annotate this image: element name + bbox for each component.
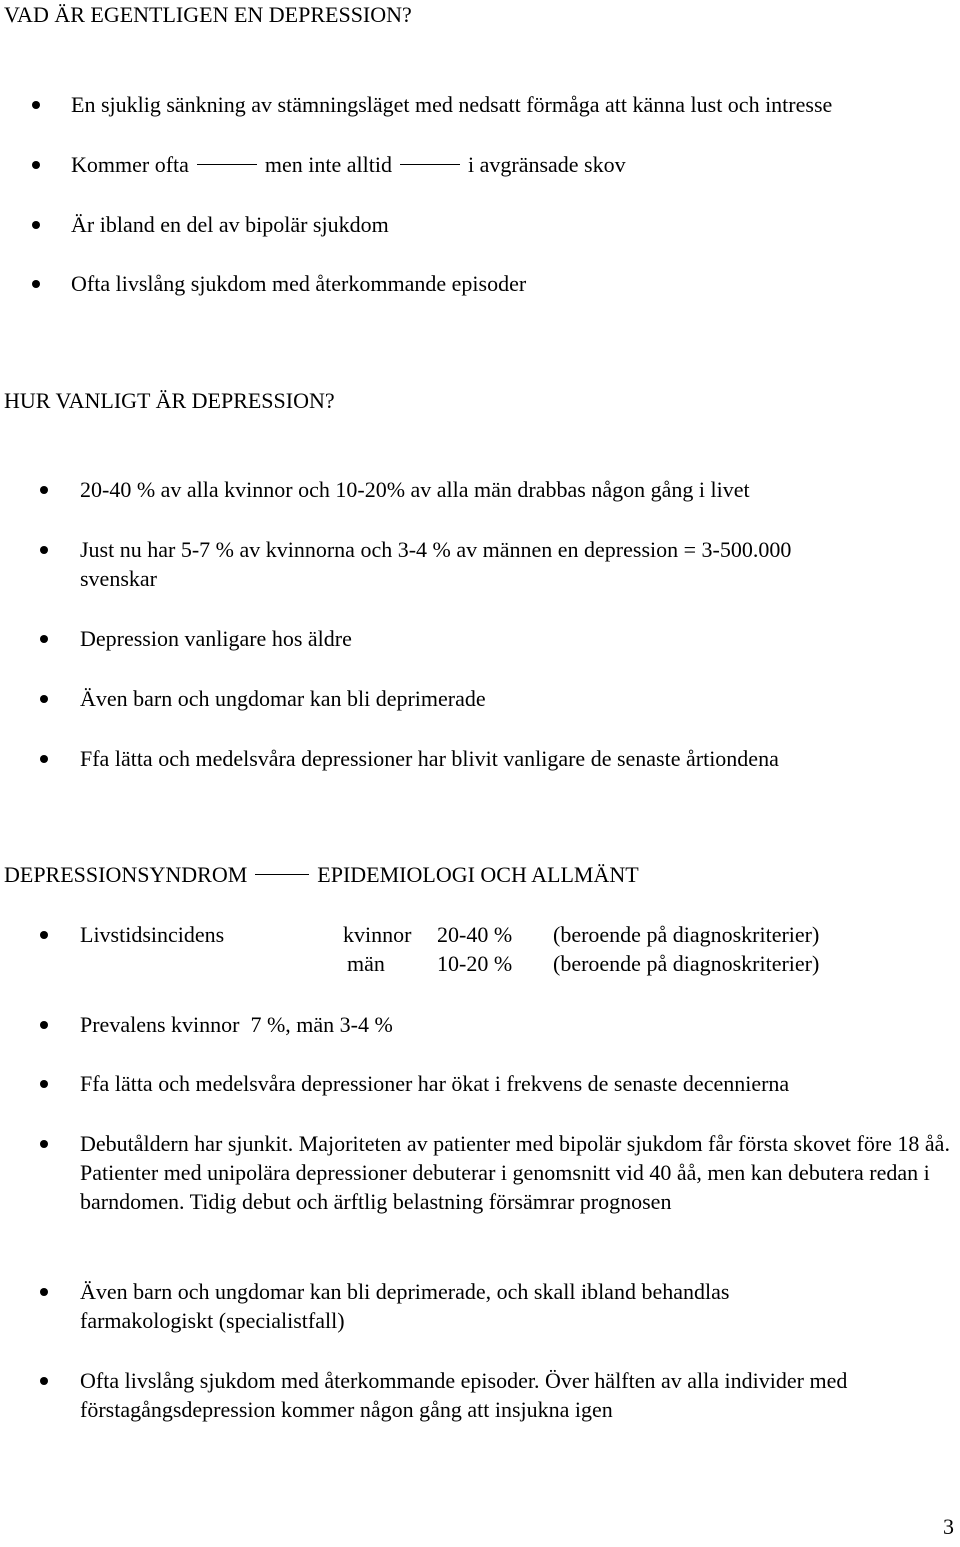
heading-how-common: HUR VANLIGT ÄR DEPRESSION? [4, 388, 335, 413]
em-dash-icon [400, 164, 460, 165]
incidence-group: män [347, 951, 385, 976]
text-part: Kommer ofta [71, 152, 189, 177]
em-dash-icon [255, 874, 309, 875]
bullet-icon [40, 695, 48, 703]
bullet-icon [40, 1288, 48, 1296]
list-item-text: Ffa lätta och medelsvåra depressioner har ökat i frekvens de senaste decennierna [80, 1071, 790, 1096]
list-item-text: Även barn och ungdomar kan bli deprimerade [80, 686, 486, 711]
heading-what-is-depression: VAD ÄR EGENTLIGEN EN DEPRESSION? [4, 2, 412, 27]
heading-part: DEPRESSIONSYNDROM [4, 862, 248, 887]
list-item-text: Depression vanligare hos äldre [80, 626, 352, 651]
list-item-text: Debutåldern har sjunkit. Majoriteten av patienter med bipolär sjukdom får första skovet före 18 åå. Patienter med unipolära depressioner debuterar i genomsnitt vid 40 åå, men kan debutera redan i barndomen. Tidig debut och ärftlig belastning försämrar prognosen [80, 1131, 950, 1214]
text-part: men inte alltid [264, 152, 392, 177]
incidence-label: Livstidsincidens [80, 922, 225, 947]
list-item-text: Även barn och ungdomar kan bli deprimerade, och skall ibland behandlas farmakologiskt (specialistfall) [80, 1279, 730, 1333]
list-item-text: 20-40 % av alla kvinnor och 10-20% av alla män drabbas någon gång i livet [80, 477, 750, 502]
bullet-icon [40, 635, 48, 643]
heading-syndrome-epidemiology [4, 860, 639, 889]
bullet-icon [40, 931, 48, 939]
incidence-group: kvinnor [343, 922, 412, 947]
bullet-icon [32, 161, 40, 169]
bullet-icon [40, 1021, 48, 1029]
list-item-text: Ffa lätta och medelsvåra depressioner har blivit vanligare de senaste årtiondena [80, 746, 779, 771]
bullet-icon [40, 1377, 48, 1385]
list-item-text: En sjuklig sänkning av stämningsläget med nedsatt förmåga att känna lust och intresse [71, 92, 833, 117]
list-item-text: Är ibland en del av bipolär sjukdom [71, 212, 389, 237]
list-item-text: Prevalens kvinnor 7 %, män 3-4 % [80, 1012, 393, 1037]
bullet-icon [32, 280, 40, 288]
incidence-note: (beroende på diagnoskriterier) [553, 922, 820, 947]
bullet-icon [32, 101, 40, 109]
heading-part: EPIDEMIOLOGI OCH ALLMÄNT [317, 862, 639, 887]
text-part: i avgränsade skov [468, 152, 626, 177]
list-item-text: Ofta livslång sjukdom med återkommande episoder. Över hälften av alla individer med förstagångsdepression kommer någon gång att insjukna igen [80, 1368, 848, 1422]
incidence-note: (beroende på diagnoskriterier) [553, 951, 820, 976]
incidence-value: 10-20 % [437, 951, 513, 976]
bullet-icon [40, 755, 48, 763]
bullet-icon [40, 1080, 48, 1088]
list-item-text: Just nu har 5-7 % av kvinnorna och 3-4 % av männen en depression = 3-500.000 svenskar [80, 537, 792, 591]
list-item-text [71, 150, 626, 179]
incidence-value: 20-40 % [437, 922, 513, 947]
em-dash-icon [197, 164, 257, 165]
list-item-text: Ofta livslång sjukdom med återkommande episoder [71, 271, 527, 296]
bullet-icon [32, 221, 40, 229]
page-number: 3 [943, 1514, 954, 1539]
bullet-icon [40, 1140, 48, 1148]
incidence-item [0, 920, 945, 980]
bullet-icon [40, 546, 48, 554]
bullet-icon [40, 486, 48, 494]
